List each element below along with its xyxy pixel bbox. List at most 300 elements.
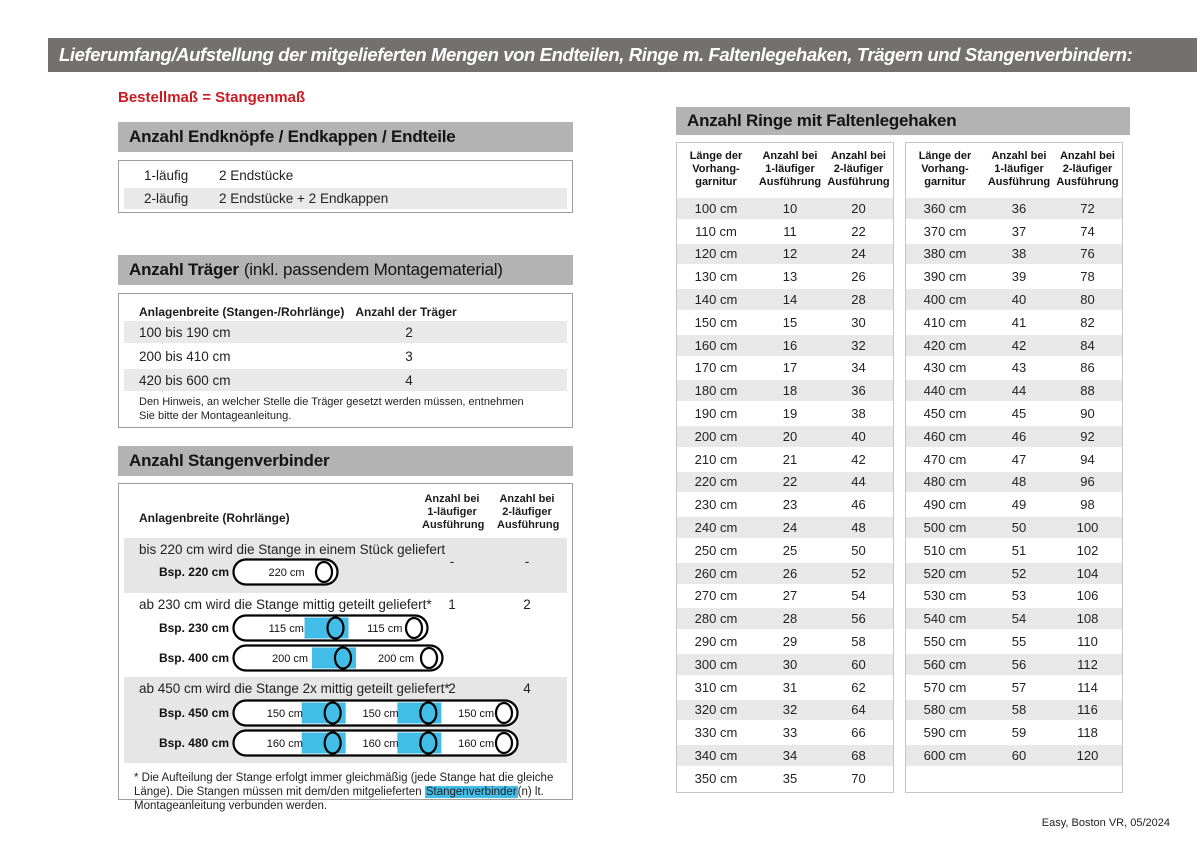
table-cell: 68 bbox=[851, 748, 866, 764]
table-row bbox=[906, 425, 1122, 448]
header-line: Anzahl bei bbox=[424, 493, 480, 505]
rod-row bbox=[156, 644, 444, 672]
table-cell: 62 bbox=[851, 679, 866, 695]
table-cell: 400 cm bbox=[923, 292, 967, 308]
stangenverbinder-table bbox=[118, 483, 573, 812]
table-cell: 160 cm bbox=[694, 337, 738, 353]
table-cell: 480 cm bbox=[923, 474, 967, 490]
rod-segment-length: 150 cm bbox=[266, 708, 303, 720]
table-cell: 94 bbox=[1080, 451, 1095, 467]
table-cell: 96 bbox=[1080, 474, 1095, 490]
table-cell: 86 bbox=[1080, 360, 1095, 376]
table-cell: 18 bbox=[782, 383, 798, 399]
header-line: 2-läufiger bbox=[1062, 163, 1113, 175]
value-1-laeufig: - bbox=[449, 554, 455, 569]
table-cell: 52 bbox=[851, 565, 866, 581]
table-row bbox=[677, 676, 893, 699]
table-cell: 27 bbox=[782, 588, 798, 604]
header-line: garnitur bbox=[695, 176, 737, 188]
rod-example-label: Bsp. 230 cm bbox=[158, 621, 229, 635]
table-cell: 580 cm bbox=[923, 702, 967, 718]
table-cell: 60 bbox=[851, 656, 866, 672]
table-cell: 74 bbox=[1080, 223, 1095, 239]
verbinder-group bbox=[124, 593, 567, 677]
table-row bbox=[677, 288, 893, 311]
table-cell: 56 bbox=[851, 611, 866, 627]
table-cell: 260 cm bbox=[694, 565, 738, 581]
table-row bbox=[677, 585, 893, 608]
table-cell: 92 bbox=[1080, 428, 1095, 444]
table-cell: 190 cm bbox=[694, 406, 738, 422]
table-cell: 120 bbox=[1076, 748, 1099, 764]
table-cell: 48 bbox=[1011, 474, 1027, 490]
rod-row bbox=[156, 729, 519, 757]
table-cell: 106 bbox=[1076, 588, 1099, 604]
table-row bbox=[677, 471, 893, 494]
table-cell: 110 cm bbox=[695, 223, 737, 239]
table-row bbox=[677, 357, 893, 380]
rod-segment-length: 220 cm bbox=[268, 567, 305, 579]
table-cell: 45 bbox=[1011, 406, 1027, 422]
table-cell: 118 bbox=[1077, 725, 1098, 741]
table-cell: 35 bbox=[782, 770, 798, 786]
column-header bbox=[984, 150, 1054, 189]
section-title: Anzahl Ringe mit Faltenlegehaken bbox=[687, 111, 957, 130]
header-line: Ausführung bbox=[1056, 176, 1119, 188]
table-row bbox=[677, 448, 893, 471]
table-row bbox=[906, 721, 1122, 744]
table-cell: 54 bbox=[1011, 611, 1027, 627]
table-cell: 410 cm bbox=[923, 314, 967, 330]
row-value: 3 bbox=[405, 348, 413, 364]
table-cell: 440 cm bbox=[923, 383, 967, 399]
table-cell: 530 cm bbox=[923, 588, 967, 604]
table-cell: 210 cm bbox=[694, 451, 738, 467]
table-cell: 54 bbox=[851, 588, 866, 604]
table-cell: 430 cm bbox=[923, 360, 967, 376]
header-line: Anzahl bei bbox=[991, 150, 1047, 162]
traeger-note: Den Hinweis, an welcher Stelle die Träger gesetzt werden müssen, entnehmen Sie bitte der Montageanleitung. bbox=[139, 396, 524, 422]
footnote bbox=[134, 771, 559, 813]
table-row bbox=[677, 402, 893, 425]
table-cell: 22 bbox=[851, 223, 866, 239]
header-line: Ausführung bbox=[758, 176, 822, 188]
group-description: bis 220 cm wird die Stange in einem Stück geliefert bbox=[139, 542, 446, 557]
table-row bbox=[677, 607, 893, 630]
table-row bbox=[906, 744, 1122, 767]
table-row bbox=[906, 334, 1122, 357]
header-line: 2-läufiger bbox=[502, 506, 552, 518]
table-row bbox=[906, 471, 1122, 494]
table-cell: 28 bbox=[851, 292, 866, 308]
table-cell: 24 bbox=[851, 246, 866, 262]
table-cell: 340 cm bbox=[694, 748, 738, 764]
table-cell: 60 bbox=[1011, 748, 1027, 764]
table-cell: 20 bbox=[782, 428, 798, 444]
column-header bbox=[755, 150, 825, 189]
table-cell: 14 bbox=[782, 292, 798, 308]
header-line: Ausführung bbox=[987, 176, 1051, 188]
table-cell: 200 cm bbox=[694, 428, 738, 444]
endteile-table bbox=[118, 160, 573, 213]
table-cell: 28 bbox=[782, 611, 798, 627]
table-cell: 510 cm bbox=[923, 542, 967, 558]
table-cell: 58 bbox=[1011, 702, 1027, 718]
rod-row bbox=[156, 614, 429, 642]
table-cell: 82 bbox=[1080, 314, 1095, 330]
rod-segment-length: 160 cm bbox=[362, 738, 399, 750]
table-cell: 13 bbox=[782, 269, 798, 285]
row-label: 100 bis 190 cm bbox=[139, 324, 231, 340]
table-cell: 11 bbox=[783, 223, 797, 239]
table-cell: 16 bbox=[782, 337, 798, 353]
table-cell: 470 cm bbox=[923, 451, 967, 467]
table-row bbox=[677, 243, 893, 266]
table-cell: 41 bbox=[1011, 314, 1027, 330]
table-cell: 78 bbox=[1080, 269, 1095, 285]
table-row bbox=[677, 379, 893, 402]
value-1-laeufig: 1 bbox=[448, 597, 456, 612]
column-header-1-laeufig bbox=[422, 493, 485, 532]
table-row bbox=[124, 320, 567, 344]
footnote-highlight: Stangenverbinder bbox=[425, 786, 517, 798]
table-cell: 64 bbox=[851, 702, 866, 718]
table-cell: 23 bbox=[782, 497, 798, 513]
table-cell: 38 bbox=[851, 406, 866, 422]
table-row bbox=[906, 516, 1122, 539]
rod-segment-length: 200 cm bbox=[377, 653, 415, 665]
table-cell: 320 cm bbox=[694, 702, 738, 718]
table-cell: 80 bbox=[1080, 292, 1095, 308]
table-cell: 26 bbox=[782, 565, 798, 581]
table-row bbox=[677, 653, 893, 676]
rod-example-label: Bsp. 450 cm bbox=[158, 706, 229, 720]
table-cell: 30 bbox=[851, 314, 866, 330]
column-header-anzahl-traeger: Anzahl der Träger bbox=[355, 305, 457, 319]
traeger-table bbox=[118, 293, 573, 428]
ring-table-header bbox=[677, 143, 893, 197]
table-row bbox=[906, 607, 1122, 630]
table-cell: 560 cm bbox=[923, 656, 967, 672]
table-cell: 20 bbox=[851, 200, 866, 216]
table-cell: 29 bbox=[782, 634, 798, 650]
section-subtitle: (inkl. passendem Montagematerial) bbox=[243, 260, 503, 279]
table-cell: 300 cm bbox=[694, 656, 738, 672]
table-cell: 44 bbox=[1011, 383, 1027, 399]
row-label: 200 bis 410 cm bbox=[139, 348, 231, 364]
header-line: 1-läufiger bbox=[994, 163, 1044, 175]
table-cell: 310 cm bbox=[694, 679, 738, 695]
table-cell: 59 bbox=[1011, 725, 1027, 741]
ring-table-header bbox=[906, 143, 1122, 197]
table-row bbox=[124, 344, 567, 368]
table-cell: 36 bbox=[851, 383, 866, 399]
order-size-note: Bestellmaß = Stangenmaß bbox=[118, 89, 306, 106]
table-cell: 360 cm bbox=[923, 200, 967, 216]
table-cell: 34 bbox=[851, 360, 866, 376]
header-line: 1-läufiger bbox=[765, 163, 815, 175]
row-value: 4 bbox=[405, 372, 413, 388]
header-line: Ausführung bbox=[827, 176, 890, 188]
table-row bbox=[906, 357, 1122, 380]
table-row bbox=[677, 539, 893, 562]
header-line: Vorhang- bbox=[692, 163, 740, 175]
table-cell: 420 cm bbox=[923, 337, 967, 353]
table-cell: 22 bbox=[782, 474, 798, 490]
header-line: 2-läufiger bbox=[833, 163, 884, 175]
header-line: Anzahl bei bbox=[762, 150, 818, 162]
table-cell: 56 bbox=[1011, 656, 1027, 672]
table-cell: 10 bbox=[782, 200, 798, 216]
table-row bbox=[906, 311, 1122, 334]
table-cell: 21 bbox=[782, 451, 798, 467]
table-cell: 330 cm bbox=[694, 725, 738, 741]
table-cell: 116 bbox=[1077, 702, 1098, 718]
table-cell: 390 cm bbox=[923, 269, 967, 285]
ring-table-100-350 bbox=[676, 142, 894, 793]
table-cell: 46 bbox=[1011, 428, 1027, 444]
table-row bbox=[677, 744, 893, 767]
header-line: Ausführung bbox=[497, 519, 560, 531]
table-row bbox=[906, 539, 1122, 562]
table-row bbox=[906, 379, 1122, 402]
table-cell: 42 bbox=[851, 451, 866, 467]
verbinder-group bbox=[124, 677, 567, 763]
endteile-rows bbox=[119, 164, 572, 210]
rod-segment-length: 115 cm bbox=[268, 623, 304, 635]
rod-diagram bbox=[232, 558, 339, 586]
table-row bbox=[906, 448, 1122, 471]
column-header-anlagenbreite: Anlagenbreite (Stangen-/Rohrlänge) bbox=[139, 305, 345, 319]
table-cell: 240 cm bbox=[694, 520, 738, 536]
table-cell: 270 cm bbox=[694, 588, 738, 604]
table-row bbox=[906, 653, 1122, 676]
rod-segment-length: 150 cm bbox=[362, 708, 399, 720]
table-row bbox=[906, 243, 1122, 266]
rod-diagram bbox=[232, 729, 519, 757]
table-row bbox=[906, 402, 1122, 425]
section-header-stangenverbinder bbox=[118, 446, 573, 476]
rod-diagram bbox=[232, 614, 429, 642]
table-cell: 180 cm bbox=[694, 383, 738, 399]
table-row bbox=[677, 699, 893, 722]
table-row bbox=[677, 311, 893, 334]
column-header-2-laeufig bbox=[497, 493, 560, 532]
table-cell: 40 bbox=[1011, 292, 1027, 308]
table-row bbox=[906, 265, 1122, 288]
header-line: 1-läufiger bbox=[427, 506, 477, 518]
section-header-endteile bbox=[118, 122, 573, 152]
table-cell: 24 bbox=[782, 520, 798, 536]
table-cell: 55 bbox=[1011, 634, 1027, 650]
rod-diagram bbox=[232, 699, 519, 727]
table-cell: 114 bbox=[1077, 679, 1098, 695]
table-cell: 32 bbox=[851, 337, 866, 353]
table-cell: 52 bbox=[1011, 565, 1027, 581]
table-cell: 31 bbox=[782, 679, 798, 695]
table-row bbox=[677, 197, 893, 220]
table-cell: 88 bbox=[1080, 383, 1095, 399]
verbinder-groups bbox=[119, 538, 572, 763]
rod-example-label: Bsp. 400 cm bbox=[158, 651, 229, 665]
table-cell: 30 bbox=[782, 656, 798, 672]
header-line: Anzahl bei bbox=[499, 493, 555, 505]
table-cell: 140 cm bbox=[694, 292, 738, 308]
table-row bbox=[124, 164, 567, 187]
rod-example-label: Bsp. 480 cm bbox=[158, 736, 229, 750]
rod-diagram bbox=[232, 644, 444, 672]
table-cell: 570 cm bbox=[923, 679, 967, 695]
section-title: Anzahl Endknöpfe / Endkappen / Endteile bbox=[129, 127, 456, 146]
table-cell: 58 bbox=[851, 634, 866, 650]
section-header-traeger bbox=[118, 255, 573, 285]
table-cell: 12 bbox=[782, 246, 798, 262]
table-row bbox=[906, 220, 1122, 243]
table-cell: 50 bbox=[1011, 520, 1027, 536]
header-line: Vorhang- bbox=[921, 163, 969, 175]
table-cell: 66 bbox=[851, 725, 866, 741]
table-cell: 550 cm bbox=[923, 634, 967, 650]
table-row bbox=[677, 334, 893, 357]
table-cell: 230 cm bbox=[694, 497, 738, 513]
traeger-rows bbox=[119, 320, 572, 392]
value-2-laeufig: 4 bbox=[523, 681, 531, 696]
column-header bbox=[906, 150, 984, 189]
table-cell: 57 bbox=[1011, 679, 1027, 695]
table-cell: 220 cm bbox=[694, 474, 738, 490]
header-line: Länge der bbox=[689, 150, 743, 162]
table-cell: 15 bbox=[782, 314, 798, 330]
table-row bbox=[906, 630, 1122, 653]
title-banner bbox=[48, 38, 1197, 72]
table-row bbox=[906, 288, 1122, 311]
table-cell: 26 bbox=[851, 269, 866, 285]
table-row bbox=[906, 197, 1122, 220]
table-cell: 98 bbox=[1080, 497, 1095, 513]
table-cell: 51 bbox=[1011, 542, 1027, 558]
table-cell: 380 cm bbox=[923, 246, 967, 262]
column-header bbox=[1054, 150, 1121, 189]
rod-segment-length: 115 cm bbox=[367, 623, 403, 635]
table-cell: 44 bbox=[851, 474, 866, 490]
table-row bbox=[906, 562, 1122, 585]
table-cell: 350 cm bbox=[694, 770, 738, 786]
table-cell: 600 cm bbox=[923, 748, 967, 764]
table-cell: 280 cm bbox=[694, 611, 738, 627]
column-header bbox=[825, 150, 892, 189]
table-cell: 38 bbox=[1011, 246, 1027, 262]
column-header-rohrlaenge: Anlagenbreite (Rohrlänge) bbox=[139, 511, 290, 525]
table-cell: 25 bbox=[782, 542, 798, 558]
footnote-text: (n) lt. Montageanleitung verbunden werden. bbox=[134, 786, 544, 812]
header-line: Anzahl bei bbox=[830, 150, 886, 162]
table-row bbox=[677, 630, 893, 653]
header-line: Ausführung bbox=[422, 519, 485, 531]
table-cell: 102 bbox=[1076, 542, 1099, 558]
section-title: Anzahl Stangenverbinder bbox=[129, 451, 330, 470]
table-cell: 290 cm bbox=[694, 634, 738, 650]
page-title: Lieferumfang/Aufstellung der mitgelieferten Mengen von Endteilen, Ringe m. Faltenlegehaken, Trägern und Stangenverbindern: bbox=[59, 44, 1133, 65]
table-row bbox=[906, 493, 1122, 516]
header-line: garnitur bbox=[924, 176, 966, 188]
table-cell: 100 bbox=[1076, 520, 1099, 536]
table-cell: 46 bbox=[851, 497, 866, 513]
table-cell: 39 bbox=[1011, 269, 1027, 285]
section-header-ringe bbox=[676, 107, 1130, 135]
table-row bbox=[906, 699, 1122, 722]
row-value: 2 bbox=[405, 324, 413, 340]
table-cell: 37 bbox=[1011, 223, 1027, 239]
table-row bbox=[677, 265, 893, 288]
rod-segment-length: 150 cm bbox=[458, 708, 495, 720]
table-cell: 108 bbox=[1076, 611, 1099, 627]
table-cell: 120 cm bbox=[694, 246, 738, 262]
table-cell: 500 cm bbox=[923, 520, 967, 536]
rod-segment-length: 160 cm bbox=[458, 738, 495, 750]
row-label: 1-läufig bbox=[144, 168, 189, 183]
table-cell: 590 cm bbox=[923, 725, 967, 741]
table-cell: 42 bbox=[1011, 337, 1027, 353]
table-cell: 36 bbox=[1011, 200, 1027, 216]
table-cell: 76 bbox=[1080, 246, 1095, 262]
table-cell: 460 cm bbox=[923, 428, 967, 444]
table-cell: 49 bbox=[1011, 497, 1027, 513]
row-label: 2-läufig bbox=[144, 191, 189, 206]
table-row bbox=[124, 368, 567, 392]
rod-row bbox=[156, 699, 519, 727]
header-line: Anzahl bei bbox=[1059, 150, 1115, 162]
table-cell: 33 bbox=[782, 725, 798, 741]
table-cell: 43 bbox=[1011, 360, 1027, 376]
table-cell: 90 bbox=[1080, 406, 1095, 422]
document-footer: Easy, Boston VR, 05/2024 bbox=[1041, 817, 1170, 829]
table-cell: 250 cm bbox=[694, 542, 738, 558]
table-cell: 130 cm bbox=[694, 269, 738, 285]
table-cell: 40 bbox=[851, 428, 866, 444]
group-description: ab 450 cm wird die Stange 2x mittig geteilt geliefert* bbox=[139, 681, 450, 696]
table-cell: 47 bbox=[1011, 451, 1027, 467]
rod-example-label: Bsp. 220 cm bbox=[158, 565, 229, 579]
table-cell: 520 cm bbox=[923, 565, 967, 581]
table-cell: 110 bbox=[1077, 634, 1098, 650]
table-cell: 490 cm bbox=[923, 497, 967, 513]
table-cell: 450 cm bbox=[923, 406, 967, 422]
table-cell: 104 bbox=[1076, 565, 1099, 581]
column-header bbox=[677, 150, 755, 189]
row-value: 2 Endstücke + 2 Endkappen bbox=[219, 191, 389, 206]
table-cell: 50 bbox=[851, 542, 866, 558]
table-row bbox=[677, 493, 893, 516]
table-cell: 84 bbox=[1080, 337, 1095, 353]
table-row bbox=[677, 516, 893, 539]
table-row bbox=[677, 220, 893, 243]
value-1-laeufig: 2 bbox=[448, 681, 456, 696]
table-cell: 53 bbox=[1011, 588, 1027, 604]
table-cell: 34 bbox=[782, 748, 798, 764]
table-cell: 72 bbox=[1080, 200, 1095, 216]
table-cell: 150 cm bbox=[694, 314, 738, 330]
table-row bbox=[677, 562, 893, 585]
table-row bbox=[906, 585, 1122, 608]
table-row bbox=[677, 767, 893, 790]
group-description: ab 230 cm wird die Stange mittig geteilt geliefert* bbox=[139, 597, 432, 612]
header-line: Länge der bbox=[918, 150, 972, 162]
rod-segment-length: 200 cm bbox=[271, 653, 309, 665]
footnote-text: * Die Aufteilung der Stange erfolgt immer gleichmäßig (jede Stange hat die gleiche Länge). Die Stangen müssen mit dem/den mitgelieferten bbox=[134, 772, 554, 798]
value-2-laeufig: - bbox=[524, 554, 530, 569]
ring-table-360-600 bbox=[905, 142, 1123, 793]
table-cell: 540 cm bbox=[923, 611, 967, 627]
